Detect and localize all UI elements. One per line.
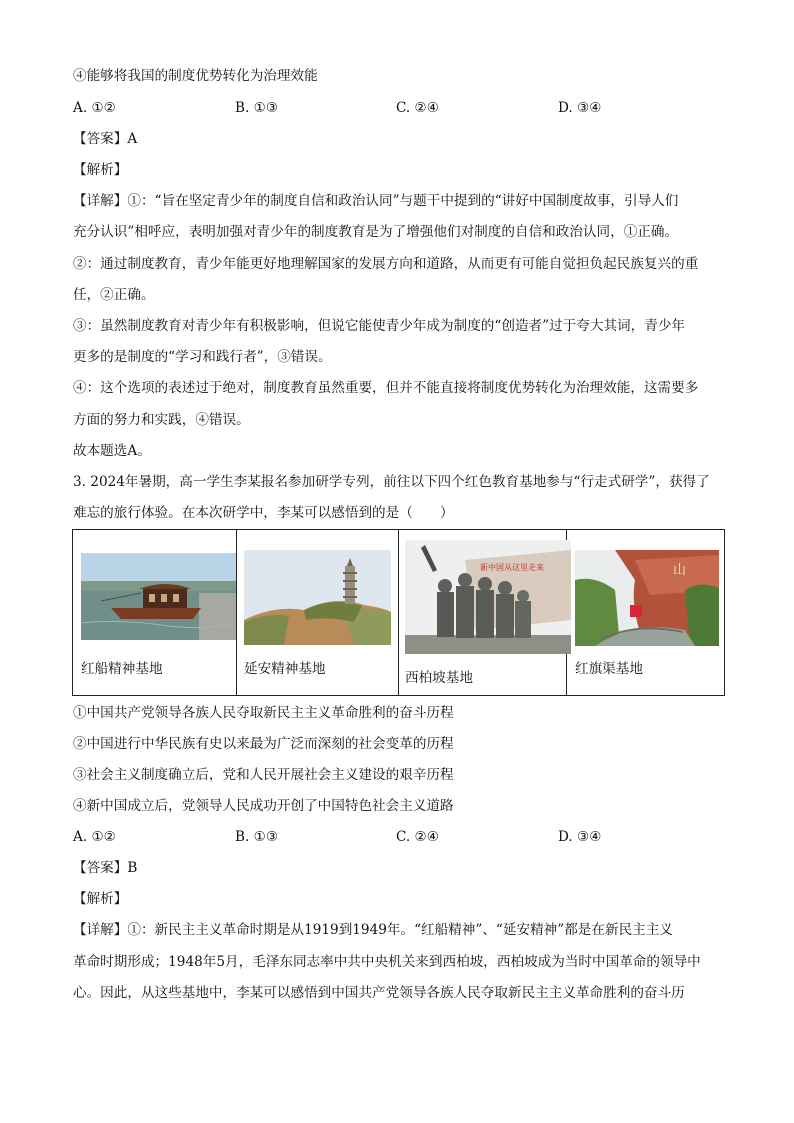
xibaipo-monument-photo [405, 540, 571, 654]
q2-detail-line: 方面的努力和实践，④错误。 [73, 412, 250, 428]
q2-choices [73, 98, 723, 118]
option-4-statement: ④能够将我国的制度优势转化为治理效能 [73, 68, 318, 84]
image-cell-xibaipo [399, 530, 567, 696]
q3-stem: 3. 2024年暑期，高一学生李某报名参加研学专列，前往以下四个红色教育基地参与“行走式研学”，获得了 [73, 474, 710, 490]
q3-analysis-heading: 【解析】 [73, 891, 128, 907]
q2-detail-line: ③：虽然制度教育对青少年有积极影响，但说它能使青少年成为制度的“创造者”过于夸大其词，青少年 [73, 318, 686, 334]
yanan-pagoda-photo [244, 550, 391, 645]
image-cell-yanan [237, 530, 399, 696]
q3-choices [73, 827, 723, 847]
choice-b[interactable]: B. ①③ [235, 829, 279, 845]
image-caption: 红旗渠基地 [575, 661, 643, 677]
image-cell-hongqiqu [567, 530, 725, 696]
image-caption: 延安精神基地 [244, 661, 326, 677]
q2-detail-line: ④：这个选项的表述过于绝对，制度教育虽然重要，但并不能直接将制度优势转化为治理效能，这需要多 [73, 380, 699, 396]
q2-detail-line: ②：通过制度教育，青少年能更好地理解国家的发展方向和道路，从而更有可能自觉担负起民族复兴的重 [73, 256, 699, 272]
q3-answer: 【答案】B [73, 860, 138, 876]
monument-banner-text: 新中国从这里走来 [480, 563, 544, 572]
q2-detail-line: 充分认识”相呼应，表明加强对青少年的制度教育是为了增强他们对制度的自信和政治认同，①正确。 [73, 224, 679, 240]
choice-a[interactable]: A. ①② [73, 829, 116, 845]
q2-conclusion: 故本题选A。 [73, 443, 151, 459]
statement-4: ④新中国成立后，党领导人民成功开创了中国特色社会主义道路 [73, 798, 454, 814]
image-cell-red-boat [73, 530, 237, 696]
q3-detail-line: 革命时期形成；1948年5月，毛泽东同志率中共中央机关来到西柏坡，西柏坡成为当时中国革命的领导中 [73, 954, 701, 970]
choice-d[interactable]: D. ③④ [558, 100, 602, 116]
statement-1: ①中国共产党领导各族人民夺取新民主主义革命胜利的奋斗历程 [73, 705, 454, 721]
image-caption: 红船精神基地 [81, 661, 163, 677]
q3-stem: 难忘的旅行体验。在本次研学中，李某可以感悟到的是（ ） [73, 505, 454, 521]
q2-answer: 【答案】A [73, 131, 138, 147]
q2-detail-line: 任，②正确。 [73, 287, 155, 303]
image-table [72, 529, 725, 696]
choice-a[interactable]: A. ①② [73, 100, 116, 116]
svg-text:山: 山 [673, 563, 687, 578]
q3-detail-line: 【详解】①：新民主主义革命时期是从1919到1949年。“红船精神”、“延安精神”都是在新民主主义 [73, 922, 673, 938]
q3-detail-line: 心。因此，从这些基地中，李某可以感悟到中国共产党领导各族人民夺取新民主主义革命胜利的奋斗历 [73, 985, 685, 1001]
choice-c[interactable]: C. ②④ [396, 100, 439, 116]
q2-analysis-heading: 【解析】 [73, 162, 128, 178]
choice-b[interactable]: B. ①③ [235, 100, 279, 116]
choice-c[interactable]: C. ②④ [396, 829, 439, 845]
statement-3: ③社会主义制度确立后，党和人民开展社会主义建设的艰辛历程 [73, 767, 454, 783]
red-boat-photo [81, 553, 236, 640]
q2-detail-line: 更多的是制度的“学习和践行者”，③错误。 [73, 349, 332, 365]
image-caption: 西柏坡基地 [405, 670, 473, 686]
hongqiqu-canal-photo [575, 550, 719, 646]
q2-detail-line: 【详解】①：“旨在坚定青少年的制度自信和政治认同”与题干中提到的“讲好中国制度故事，引导人们 [73, 193, 679, 209]
statement-2: ②中国进行中华民族有史以来最为广泛而深刻的社会变革的历程 [73, 736, 454, 752]
choice-d[interactable]: D. ③④ [558, 829, 602, 845]
